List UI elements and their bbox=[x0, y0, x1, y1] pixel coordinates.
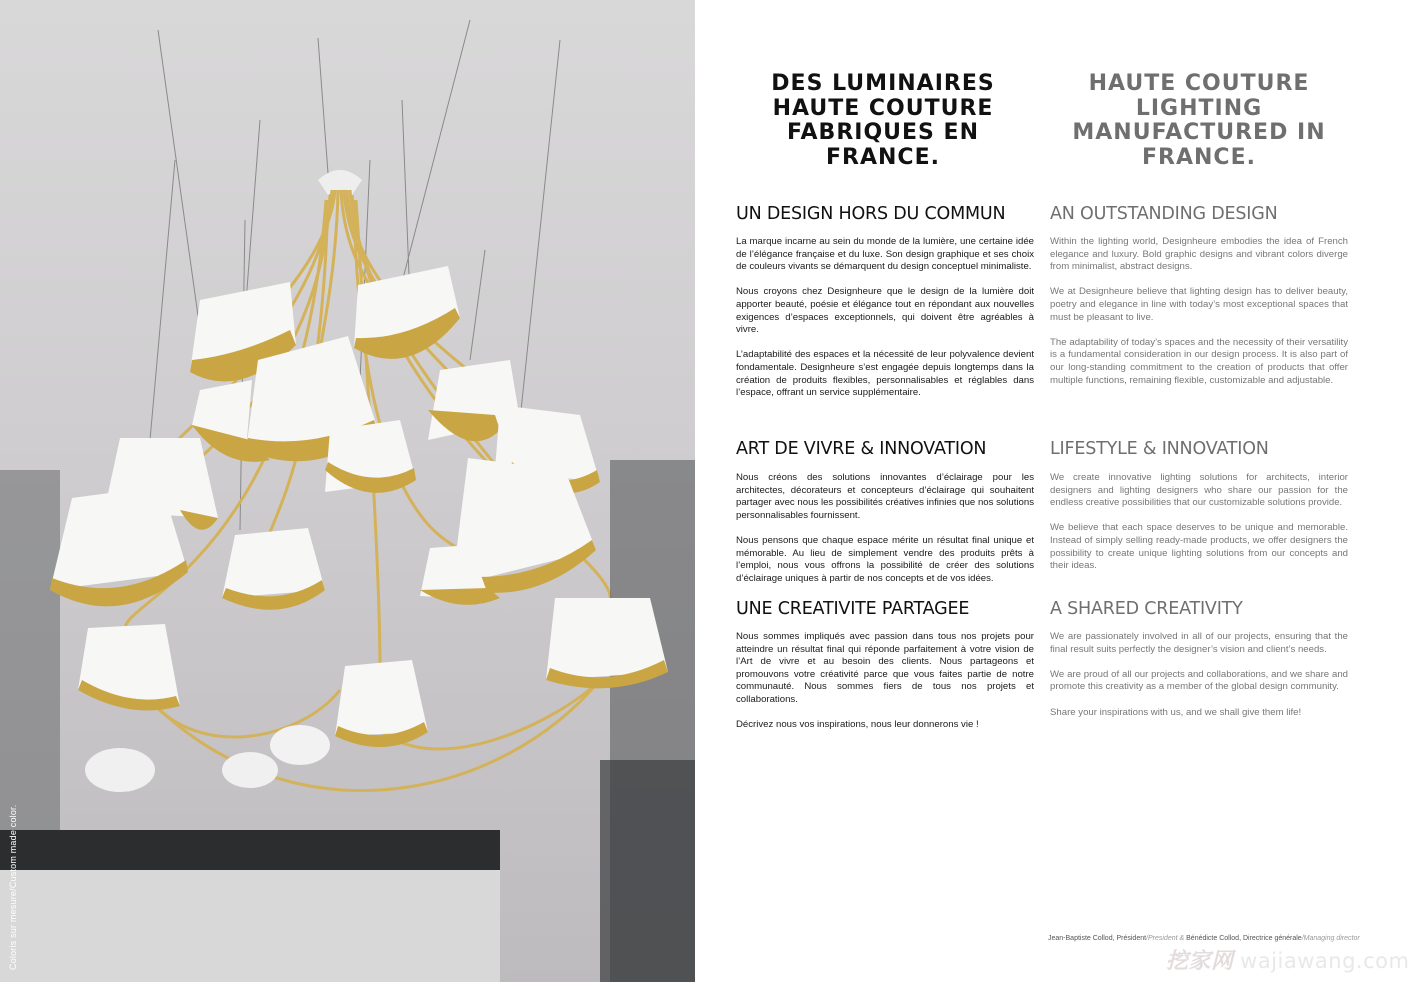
english-heading-design: AN OUTSTANDING DESIGN bbox=[1050, 204, 1278, 224]
english-text-creativity bbox=[1050, 631, 1348, 719]
paragraph: We at Designheure believe that lighting design has to deliver beauty, poetry and elegance in line with today’s most exceptional spaces that must be pleasant to live. bbox=[1050, 286, 1348, 323]
chandelier-photo bbox=[0, 0, 695, 982]
paragraph: The adaptability of today’s spaces and the necessity of their versatility is a fundamental consideration in our design process. It is also part of our long-standing commitment to the creation of products that offer multiple functions, remaining flexible, customizable and adjustable. bbox=[1050, 336, 1348, 386]
photo-caption: Coloris sur mesure/Custom made color. bbox=[8, 804, 18, 970]
paragraph: Nous sommes impliqués avec passion dans tous nos projets pour atteindre un résultat final qui réponde parfaitement à votre vision de l’Art de vivre et au besoin des clients. Nous partageons et promouvons votre créativité parce que vous faites partie de notre communauté. Nous sommes fiers de tous nos projets et collaborations. bbox=[736, 631, 1034, 705]
paragraph: L’adaptabilité des espaces et la nécessité de leur polyvalence devient fondamentale. Designheure s’est engagée depuis longtemps dans la création de produits flexibles, personnalisables et réglables dans l’espace, offrant un service supplémentaire. bbox=[736, 349, 1034, 399]
paragraph: We are proud of all our projects and collaborations, and we share and promote this creativity as a member of the global design community. bbox=[1050, 668, 1348, 693]
french-text-creativity bbox=[736, 631, 1034, 732]
lamp-shades bbox=[50, 266, 668, 747]
paragraph: We create innovative lighting solutions for architects, interior designers and lighting designers who share our passion for the endless creative possibilities that our customizable solutions provide. bbox=[1050, 472, 1348, 509]
paragraph: We believe that each space deserves to be unique and memorable. Instead of simply selling ready-made products, we offer designers the possibility to create unique lighting solutions from our concepts and their ideas. bbox=[1050, 522, 1348, 572]
english-heading-creativity: A SHARED CREATIVITY bbox=[1050, 599, 1243, 619]
watermark-url: wajiawang.com bbox=[1240, 949, 1409, 973]
watermark bbox=[1166, 944, 1409, 975]
paragraph: Décrivez nous vos inspirations, nous leur donnerons vie ! bbox=[736, 719, 979, 731]
paragraph: La marque incarne au sein du monde de la lumière, une certaine idée de l’élégance française et du luxe. Son design graphique et ses choix de couleurs vivants se démarquent du design conceptuel minimaliste. bbox=[736, 236, 1034, 273]
paragraph: Within the lighting world, Designheure embodies the idea of French elegance and luxury. Bold graphic designs and vibrant colors diverge from minimalist, abstract designs. bbox=[1050, 236, 1348, 273]
french-title: DES LUMINAIRES HAUTE COUTURE FABRIQUES EN FRANCE. bbox=[771, 71, 995, 170]
paragraph: Nous croyons chez Designheure que le design de la lumière doit apporter beauté, poésie et élégance tout en répondant aux nouvelles exigences d’espaces exceptionnels, qui doivent être agréables à vivre. bbox=[736, 286, 1034, 336]
french-text-design bbox=[736, 236, 1034, 400]
signature-credit bbox=[1048, 935, 1360, 942]
french-heading-design: UN DESIGN HORS DU COMMUN bbox=[736, 204, 1006, 224]
paragraph: Nous créons des solutions innovantes d’éclairage pour les architectes, décorateurs et concepteurs d’éclairage qui souhaitent partager avec nous les possibilités créatives infinies que nos solutions personnalisables fournissent. bbox=[736, 472, 1034, 521]
english-title: HAUTE COUTURE LIGHTING MANUFACTURED IN FRANCE. bbox=[1072, 71, 1326, 170]
paragraph: Share your inspirations with us, and we shall give them life! bbox=[1050, 706, 1302, 718]
paragraph: We are passionately involved in all of our projects, ensuring that the final result suits perfectly the designer’s vision and client’s needs. bbox=[1050, 631, 1348, 655]
credit-name-president: Jean-Baptiste Collod, Président bbox=[1048, 935, 1147, 942]
credit-name-director: Bénédicte Collod, Directrice générale bbox=[1186, 935, 1302, 942]
paragraph: Nous pensons que chaque espace mérite un résultat final unique et mémorable. Au lieu de simplement vendre des produits prêts à l’emploi, nous vous offrons la possibilité de créer des solutions d’éclairage uniques à partir de nos concepts et de vos idées. bbox=[736, 534, 1034, 584]
french-heading-lifestyle: ART DE VIVRE & INNOVATION bbox=[736, 439, 987, 459]
credit-role-president: /President & bbox=[1146, 935, 1187, 942]
watermark-cn: 挖家网 bbox=[1166, 948, 1234, 973]
french-text-lifestyle bbox=[736, 472, 1034, 585]
english-text-design bbox=[1050, 236, 1348, 387]
french-heading-creativity: UNE CREATIVITE PARTAGEE bbox=[736, 599, 970, 619]
credit-role-director: /Managing director bbox=[1301, 935, 1360, 942]
english-text-lifestyle bbox=[1050, 472, 1348, 573]
english-heading-lifestyle: LIFESTYLE & INNOVATION bbox=[1050, 439, 1269, 459]
chandelier-illustration bbox=[0, 0, 695, 982]
